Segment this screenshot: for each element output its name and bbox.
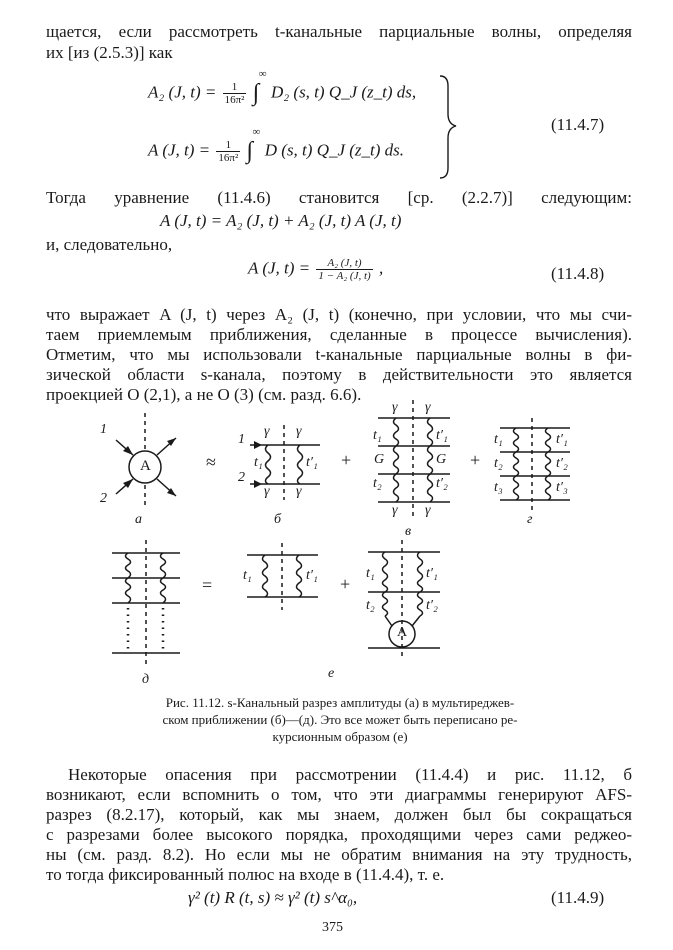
eq-lhs: A (J, t) = (148, 140, 211, 160)
text-line: возникают, если вспомнить о том, что эти диаграммы генерируют AFS- (46, 785, 632, 804)
t-label: t′₁ (306, 455, 318, 470)
reggeon (383, 552, 388, 616)
gamma-label: γ (425, 400, 431, 415)
leg-label: 2 (238, 470, 245, 485)
leg-line (412, 616, 420, 626)
reggeon (263, 555, 268, 597)
t-label: t′₂ (556, 456, 568, 471)
t-label: t₃ (494, 480, 503, 495)
gamma-label: γ (392, 503, 398, 518)
t-label: t₁ (373, 428, 382, 443)
text-line: щается, если рассмотреть t-канальные парциальные волны, определяя (46, 22, 632, 41)
reggeon (297, 555, 302, 597)
reggeon (514, 428, 519, 500)
fig-label-a: a (135, 512, 142, 527)
caption-line: Рис. 11.12. s-Канальный разрез амплитуды (a) в мультиреджев- (165, 695, 515, 710)
plus-sign: + (470, 450, 481, 470)
text-line: Тогда уравнение (11.4.6) становится [ср. (2.2.7)] следующим: (46, 188, 632, 207)
t-label: t₂ (366, 598, 375, 613)
approx-sign: ≈ (206, 452, 216, 472)
equation-mid: A (J, t) = A₂ (J, t) + A₂ (J, t) A (J, t) (160, 211, 402, 230)
int-sup: ∞ (258, 68, 267, 80)
reggeon (546, 428, 551, 500)
t-label: t₂ (494, 456, 503, 471)
frac-den: 16π² (224, 94, 245, 106)
eq-rhs: D₂ (s, t) Q_J (z_t) ds, (270, 82, 417, 102)
text-line: Отметим, что мы использовали t-канальные парциальные волны в фи- (46, 345, 632, 364)
reggeon (266, 445, 271, 484)
page-number: 375 (322, 920, 343, 935)
arrow-head (254, 441, 262, 449)
eq-tail: , (378, 258, 384, 278)
text-line: то тогда фиксированный полюс на входе в (11.4.4), т. е. (46, 865, 445, 884)
fig-label-d: д (142, 672, 150, 687)
gamma-label: γ (392, 400, 398, 415)
plus-sign: + (341, 450, 352, 470)
plus-sign: + (340, 574, 351, 594)
text-line: их [из (2.5.3)] как (46, 43, 173, 62)
t-label: t₁ (254, 455, 263, 470)
t-label: t′₁ (426, 566, 438, 581)
text-line: проекцией O (2,1), а не O (3) (см. разд. 6.6). (46, 385, 362, 404)
fig-label-g: г (527, 512, 533, 527)
integral-sign: ∫ ∞ (252, 68, 267, 106)
t-label: t₁ (366, 566, 375, 581)
caption-line: ском приближении (б)—(д). Это все может быть переписано ре- (162, 712, 518, 727)
gamma-label: γ (296, 424, 302, 439)
caption-line: курсионным образом (е) (272, 729, 408, 744)
gamma-label: γ (264, 424, 270, 439)
eq-rhs: D (s, t) Q_J (z_t) ds. (264, 140, 405, 160)
t-label: t₁ (494, 432, 503, 447)
reggeon (394, 418, 399, 502)
text-line: разрез (8.2.17), который, как мы знаем, должен был бы сокращаться (46, 805, 632, 824)
arrow-head (254, 480, 262, 488)
text-line: с разрезами более высокого порядка, проходящими через сами реджео- (46, 825, 632, 844)
frac-num: 1 (223, 81, 247, 94)
equation-11-4-9: γ² (t) R (t, s) ≈ γ² (t) s^α₀, (188, 888, 358, 907)
t-label: t′₁ (306, 568, 318, 583)
text-line: Некоторые опасения при рассмотрении (11.4.4) и рис. 11.12, б (68, 765, 632, 784)
g-label: G (436, 452, 447, 467)
reggeon (298, 445, 303, 484)
text-line: ны (см. разд. 8.2). Но если мы не обратим внимания на эту трудность, (46, 845, 632, 864)
gamma-label: γ (296, 484, 302, 499)
equation-number: (11.4.7) (551, 115, 605, 134)
frac-num: A₂ (J, t) (316, 257, 372, 270)
t-label: t′₁ (436, 428, 448, 443)
blob-label: A (397, 625, 408, 640)
gamma-label: γ (425, 503, 431, 518)
t-label: t₂ (373, 476, 382, 491)
t-label: t′₁ (556, 432, 568, 447)
text-line: зической области s-канала, поэтому в действительности это является (46, 365, 632, 384)
text-line: таем приемлемым приближения, сделанные в процессе вычисления). (46, 325, 632, 344)
equation-number: (11.4.9) (551, 888, 605, 907)
frac-den: 16π² (218, 152, 239, 164)
gamma-label: γ (264, 484, 270, 499)
eq-lhs: A₂ (J, t) = (148, 82, 217, 102)
int-sup: ∞ (252, 126, 261, 138)
leg-label: 1 (100, 422, 107, 437)
integral-sign: ∫ ∞ (246, 126, 261, 164)
leg-line (385, 616, 392, 626)
t-label: t′₂ (426, 598, 438, 613)
t-label: t₁ (243, 568, 252, 583)
frac-num: 1 (216, 139, 240, 152)
leg-label: 1 (238, 432, 245, 447)
equation-number: (11.4.8) (551, 264, 605, 283)
g-label: G (374, 452, 385, 467)
t-label: t′₃ (556, 480, 568, 495)
fig-label-v: в (405, 524, 412, 539)
text-line: и, следовательно, (46, 235, 173, 254)
t-label: t′₂ (436, 476, 448, 491)
blob-label: A (140, 458, 151, 474)
fig-label-e: е (328, 666, 335, 681)
eq-lhs: A (J, t) = (248, 258, 311, 278)
fig-label-b: б (274, 512, 282, 527)
equals-sign: = (202, 575, 213, 595)
text-line: что выражает A (J, t) через A₂ (J, t) (конечно, при условии, что мы счи- (46, 305, 632, 324)
reggeon (428, 418, 433, 502)
leg-label: 2 (100, 491, 107, 506)
reggeon (418, 552, 423, 616)
frac-den: 1 − A₂ (J, t) (318, 270, 371, 282)
